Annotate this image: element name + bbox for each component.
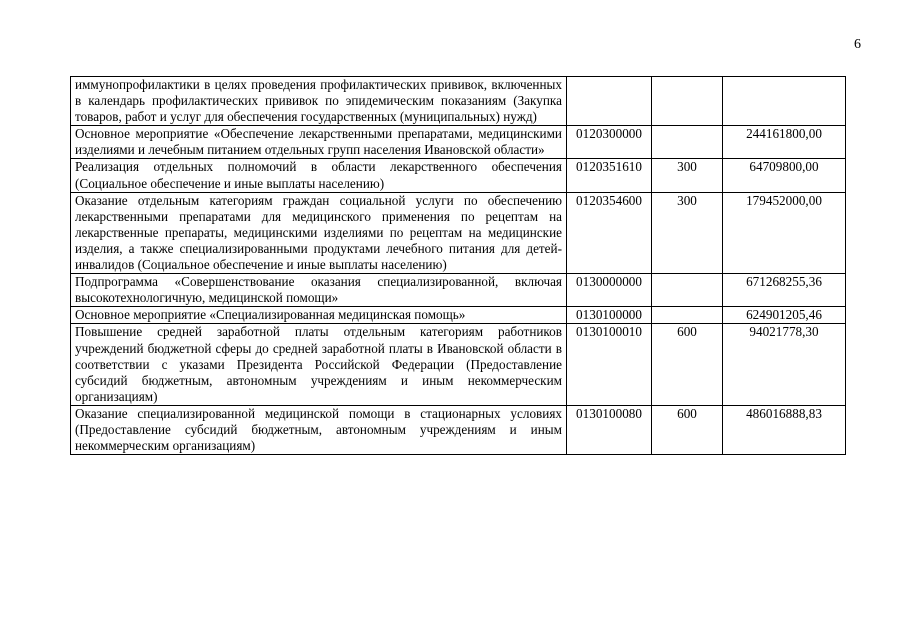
row-description: Оказание отдельным категориям граждан социальной услуги по обеспечению лекарственными препаратами для медицинского применения по рецептам на лекарственные препараты, медицинскими изделиями по рецептам на медицинские изделия, а также специализированными продуктами лечебного питания для детей-инвалидов (Социальное обеспечение и иные выплаты населению) xyxy=(71,192,567,273)
row-description: Основное мероприятие «Обеспечение лекарственными препаратами, медицинскими изделиями и лечебным питанием отдельных групп населения Ивановской области» xyxy=(71,126,567,159)
row-code: 0120300000 xyxy=(567,126,652,159)
row-description: иммунопрофилактики в целях проведения профилактических прививок, включенных в календарь профилактических прививок по эпидемическим показаниям (Закупка товаров, работ и услуг для обеспечения государственных (муниципальных) нужд) xyxy=(71,77,567,126)
row-code: 0120351610 xyxy=(567,159,652,192)
row-amount: 64709800,00 xyxy=(723,159,846,192)
row-amount xyxy=(723,77,846,126)
page-number: 6 xyxy=(854,37,861,52)
row-amount: 94021778,30 xyxy=(723,324,846,405)
table-row xyxy=(71,274,846,307)
row-expense-type: 300 xyxy=(652,159,723,192)
table-row xyxy=(71,77,846,126)
table-row xyxy=(71,192,846,273)
row-description: Подпрограмма «Совершенствование оказания специализированной, включая высокотехнологичную, медицинской помощи» xyxy=(71,274,567,307)
row-expense-type xyxy=(652,274,723,307)
row-expense-type: 600 xyxy=(652,405,723,454)
row-expense-type xyxy=(652,307,723,324)
row-code: 0130100000 xyxy=(567,307,652,324)
row-expense-type: 300 xyxy=(652,192,723,273)
row-code xyxy=(567,77,652,126)
row-amount: 244161800,00 xyxy=(723,126,846,159)
table-row xyxy=(71,324,846,405)
row-description: Повышение средней заработной платы отдельным категориям работников учреждений бюджетной сферы до средней заработной платы в Ивановской области в соответствии с указами Президента Российской Федерации (Предоставление субсидий бюджетным, автономным учреждениям и иным некоммерческим организациям) xyxy=(71,324,567,405)
row-description: Реализация отдельных полномочий в области лекарственного обеспечения (Социальное обеспечение и иные выплаты населению) xyxy=(71,159,567,192)
row-expense-type: 600 xyxy=(652,324,723,405)
row-amount: 624901205,46 xyxy=(723,307,846,324)
row-code: 0130000000 xyxy=(567,274,652,307)
row-code: 0130100010 xyxy=(567,324,652,405)
table-row xyxy=(71,307,846,324)
row-description: Основное мероприятие «Специализированная медицинская помощь» xyxy=(71,307,567,324)
row-expense-type xyxy=(652,126,723,159)
row-amount: 179452000,00 xyxy=(723,192,846,273)
row-amount: 671268255,36 xyxy=(723,274,846,307)
table-row xyxy=(71,405,846,454)
row-amount: 486016888,83 xyxy=(723,405,846,454)
row-code: 0120354600 xyxy=(567,192,652,273)
row-code: 0130100080 xyxy=(567,405,652,454)
table-row xyxy=(71,126,846,159)
table-row xyxy=(71,159,846,192)
row-description: Оказание специализированной медицинской помощи в стационарных условиях (Предоставление субсидий бюджетным, автономным учреждениям и иным некоммерческим организациям) xyxy=(71,405,567,454)
row-expense-type xyxy=(652,77,723,126)
budget-table xyxy=(70,76,846,455)
